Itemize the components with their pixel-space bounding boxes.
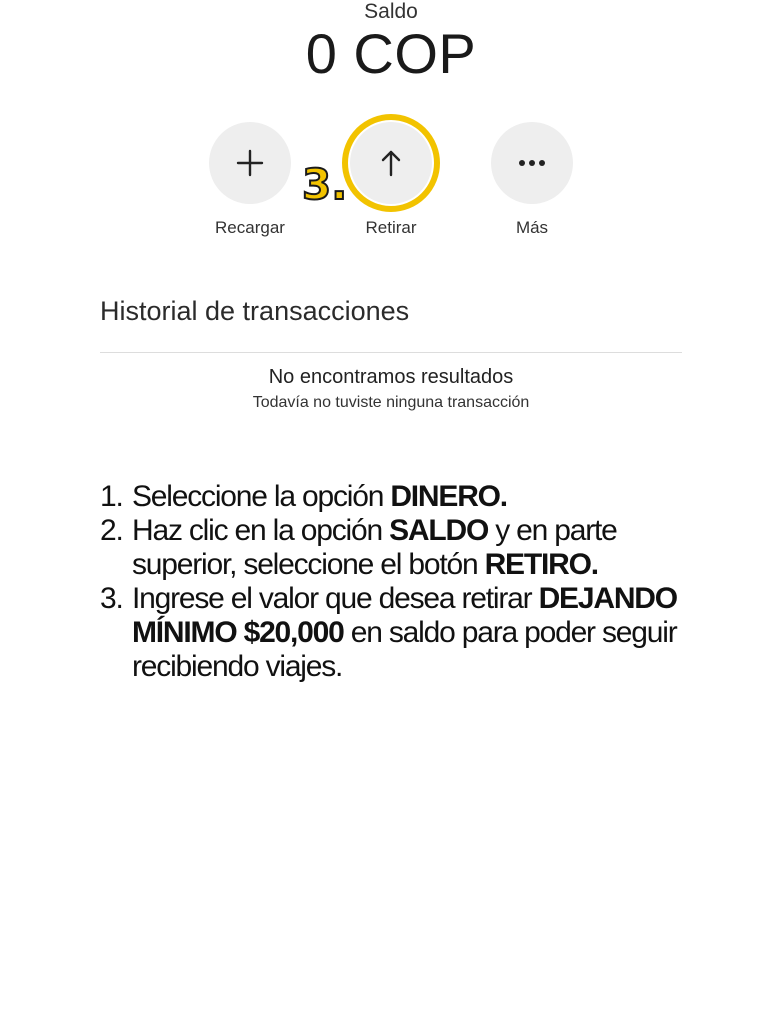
instruction-number: 2.	[100, 514, 123, 547]
more-dots-icon	[517, 158, 547, 168]
instruction-text: Ingrese el valor que desea retirar	[132, 582, 539, 615]
balance-amount: 0 COP	[305, 22, 477, 85]
instruction-bold: SALDO	[389, 514, 489, 547]
instruction-text: en saldo para poder seguir recibiendo viajes.	[132, 616, 677, 683]
balance-label: Saldo	[364, 0, 418, 23]
instruction-item	[100, 514, 700, 582]
instruction-bold: DEJANDO MÍNIMO $20,000	[132, 582, 677, 649]
empty-state-subtitle: Todavía no tuviste ninguna transacción	[252, 394, 530, 411]
divider	[100, 352, 682, 353]
instruction-number: 1.	[100, 480, 123, 513]
recharge-button[interactable]	[209, 122, 291, 204]
instruction-bold: DINERO.	[390, 480, 507, 513]
plus-icon	[235, 148, 265, 178]
instruction-text: Haz clic en la opción	[132, 514, 390, 547]
instruction-text: Seleccione la opción	[132, 480, 391, 513]
instruction-item	[100, 582, 700, 684]
history-title: Historial de transacciones	[100, 296, 410, 326]
step-marker: 3.	[302, 160, 348, 209]
instruction-number: 3.	[100, 582, 123, 615]
instruction-bold: RETIRO.	[484, 548, 598, 581]
more-label: Más	[515, 218, 549, 237]
instructions-list	[100, 480, 700, 684]
instruction-text: y en parte superior, seleccione el botón	[132, 514, 617, 581]
instruction-item	[100, 480, 700, 514]
more-button[interactable]	[491, 122, 573, 204]
empty-state-title: No encontramos resultados	[268, 366, 514, 388]
withdraw-label: Retirar	[365, 218, 417, 237]
highlight-ring	[342, 114, 440, 212]
recharge-label: Recargar	[215, 218, 285, 237]
